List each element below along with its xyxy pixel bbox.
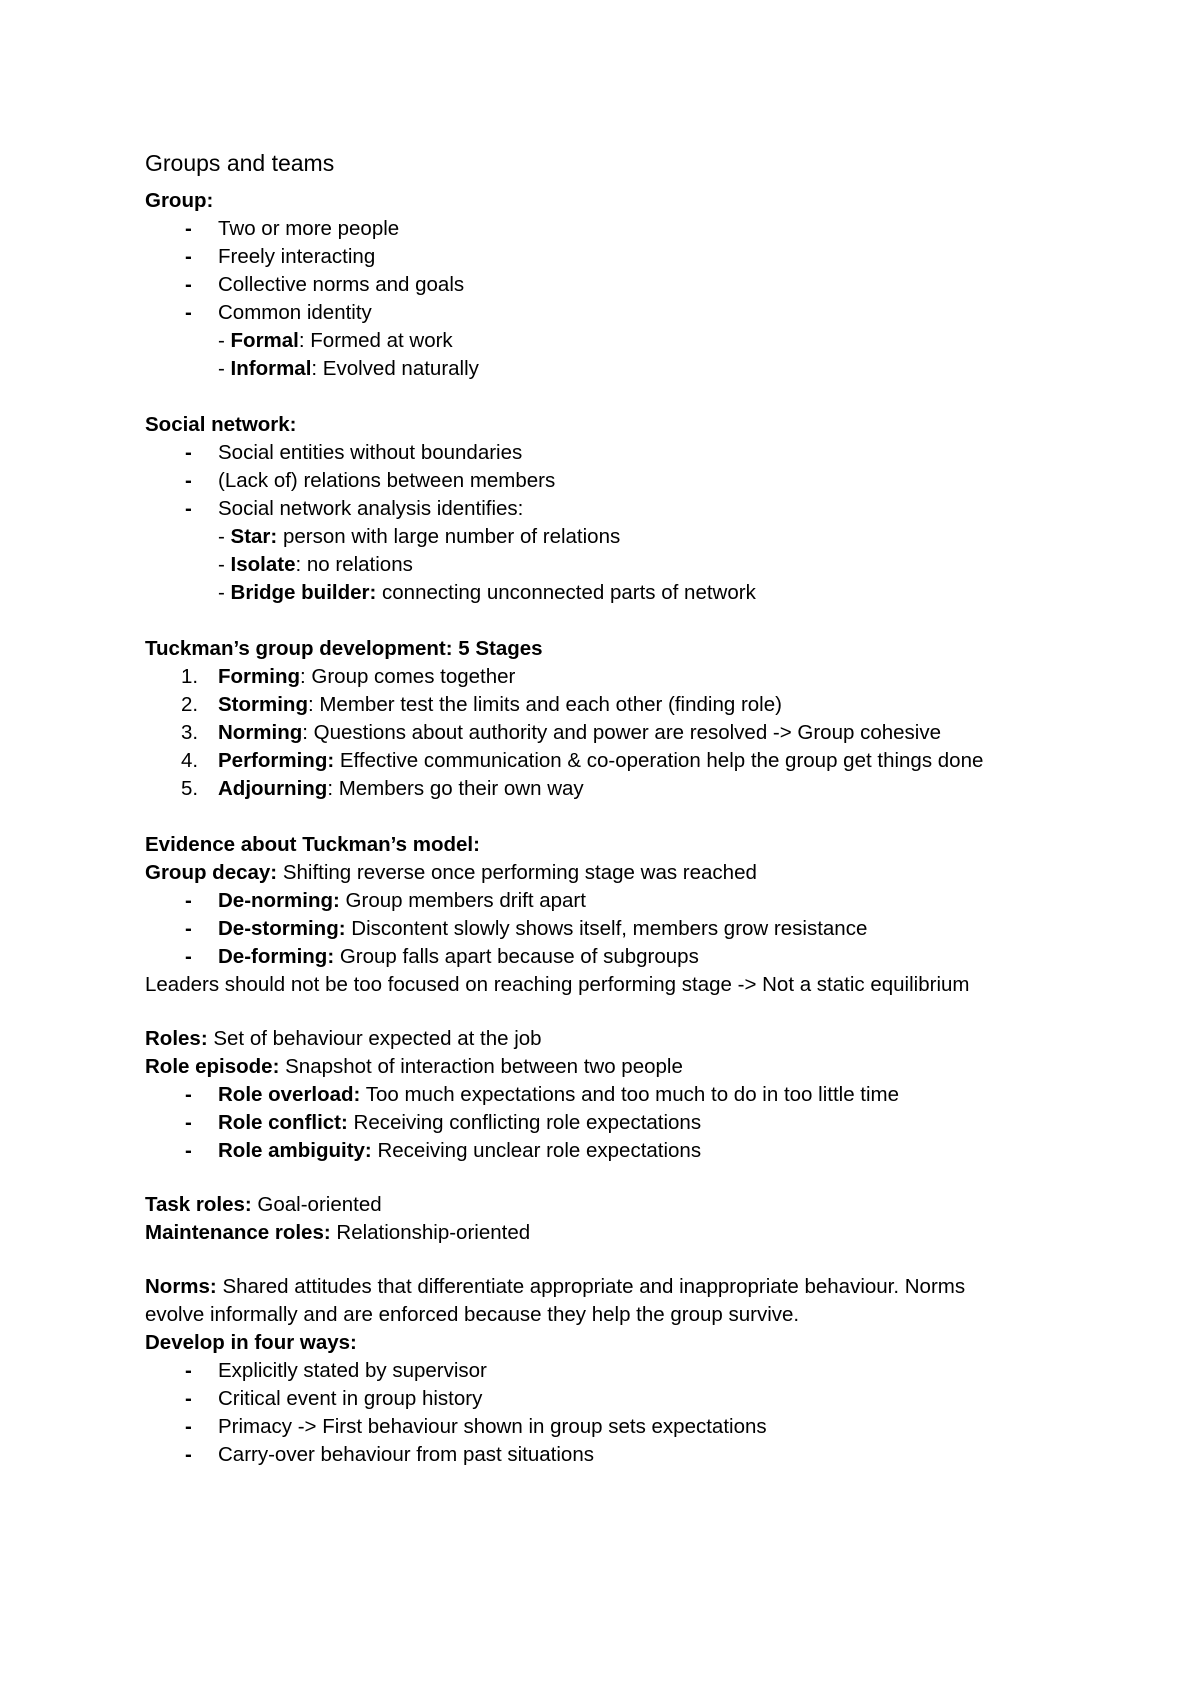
group-decay-line: Group decay: Shifting reverse once performing stage was reached	[145, 861, 757, 884]
evidence-heading: Evidence about Tuckman’s model:	[145, 833, 480, 856]
maintenance-roles-line: Maintenance roles: Relationship-oriented	[145, 1221, 531, 1244]
page-title: Groups and teams	[145, 150, 335, 176]
sub-list-item: - Star: person with large number of relations	[218, 525, 621, 548]
develop-heading: Develop in four ways:	[145, 1331, 357, 1354]
task-roles-line: Task roles: Goal-oriented	[145, 1193, 382, 1216]
sub-list-item: - Informal: Evolved naturally	[218, 357, 479, 380]
norms-line-2: evolve informally and are enforced because they help the group survive.	[145, 1303, 800, 1326]
norms-line: Norms: Shared attitudes that differentiate appropriate and inappropriate behaviour. Norms	[145, 1275, 966, 1298]
role-episode-line: Role episode: Snapshot of interaction between two people	[145, 1055, 683, 1078]
tuckman-heading: Tuckman’s group development: 5 Stages	[145, 637, 543, 660]
sub-list-item: - Bridge builder: connecting unconnected parts of network	[218, 581, 756, 604]
roles-line: Roles: Set of behaviour expected at the job	[145, 1027, 542, 1050]
evidence-conclusion: Leaders should not be too focused on reaching performing stage -> Not a static equilibrium	[145, 973, 970, 996]
group-heading: Group:	[145, 189, 214, 212]
sub-list-item: - Formal: Formed at work	[218, 329, 453, 352]
sub-list-item: - Isolate: no relations	[218, 553, 413, 576]
social-heading: Social network:	[145, 413, 297, 436]
